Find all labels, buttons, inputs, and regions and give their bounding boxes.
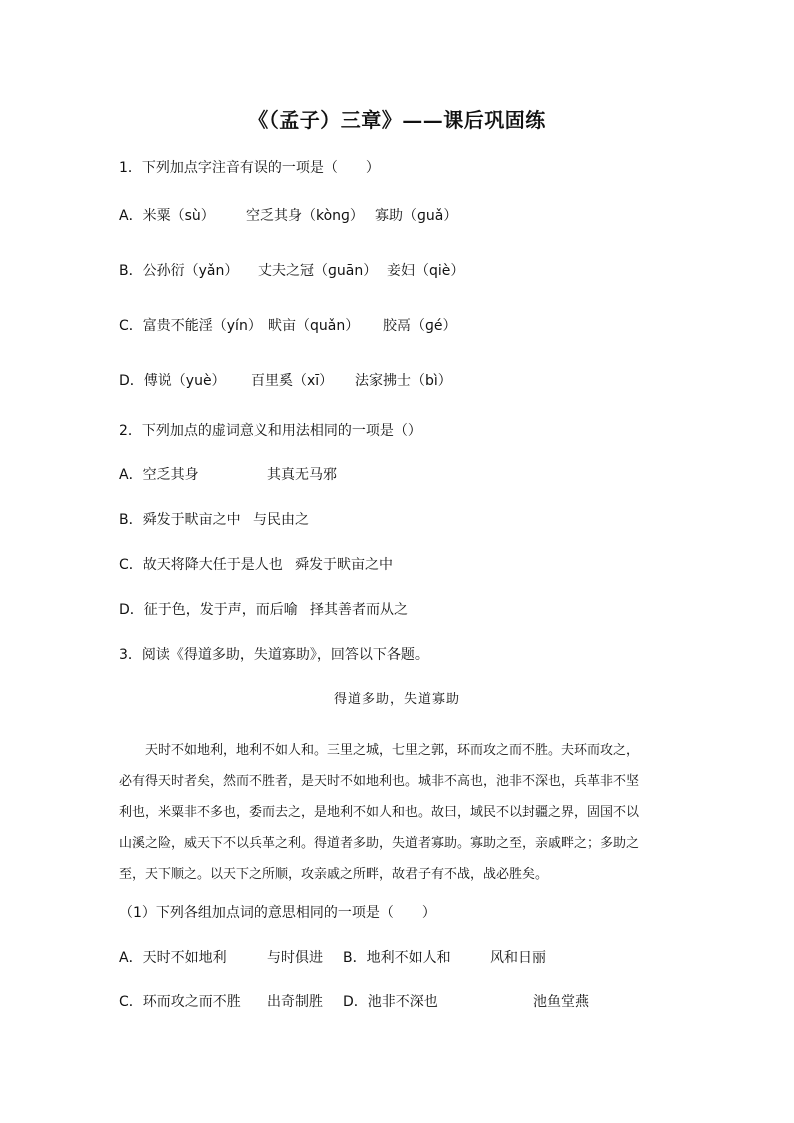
q2-option-b-item-2: 与民由之 (253, 512, 309, 528)
page-title: 《（孟子）三章》——课后巩固练 (248, 108, 546, 132)
q2-option-c-item-2: 舜发于畎亩之中 (295, 557, 393, 573)
passage-title: 得道多助，失道寡助 (333, 692, 460, 707)
passage-body (119, 735, 685, 890)
q2-option-d: D．征于色，发于声，而后喻 (119, 602, 298, 618)
q3-1-option-c: C．环而攻之而不胜 (119, 994, 241, 1010)
q1-option-b-item-2: 丈夫之冠（ɡuān） (258, 263, 378, 279)
q2-option-b: B．舜发于畎亩之中 (119, 512, 241, 528)
passage-line: 天时不如地利，地利不如人和。三里之城，七里之郭，环而攻之而不胜。夫环而攻之， (119, 743, 640, 758)
q1-option-a: A．米粟（sù） (119, 208, 215, 224)
question-3-1-stem: （1）下列各组加点词的意思相同的一项是（ ） (119, 905, 436, 921)
q3-1-option-d: D．池非不深也 (343, 994, 438, 1010)
passage-line: 利也，米粟非不多也，委而去之，是地利不如人和也。故曰，域民不以封疆之界，固国不以 (119, 805, 640, 820)
passage-line: 必有得天时者矣，然而不胜者，是天时不如地利也。城非不高也，池非不深也，兵革非不坚 (119, 774, 640, 789)
passage-line: 山溪之险，威天下不以兵革之利。得道者多助，失道者寡助。寡助之至，亲戚畔之；多助之 (119, 836, 640, 851)
passage-line: 至，天下顺之。以天下之所顺，攻亲戚之所畔，故君子有不战，战必胜矣。 (119, 867, 549, 882)
q2-option-c: C．故天将降大任于是人也 (119, 557, 283, 573)
q3-1-option-b-item-2: 风和日丽 (490, 950, 546, 966)
q1-option-b: B．公孙衍（yǎn） (119, 263, 239, 279)
q3-1-option-b: B．地利不如人和 (343, 950, 451, 966)
q1-option-c: C．富贵不能淫（yín） (119, 318, 262, 334)
q1-option-c-item-3: 胶鬲（ɡé） (383, 318, 457, 334)
q3-1-option-c-item-2: 出奇制胜 (267, 994, 323, 1010)
q2-option-d-item-2: 择其善者而从之 (310, 602, 408, 618)
q3-1-option-a-item-2: 与时俱进 (267, 950, 323, 966)
q1-option-d-item-2: 百里奚（xī） (251, 373, 334, 389)
q2-option-a: A．空乏其身 (119, 467, 199, 483)
q1-option-a-item-2: 空乏其身（kònɡ） (246, 208, 364, 224)
q1-option-a-item-3: 寡助（ɡuǎ） (375, 208, 458, 224)
q1-option-b-item-3: 妾妇（qiè） (387, 263, 465, 279)
q1-option-c-item-2: 畎亩（quǎn） (268, 318, 360, 334)
question-2-stem: 2．下列加点的虚词意义和用法相同的一项是（） (119, 423, 422, 439)
q3-1-option-d-item-2: 池鱼堂燕 (533, 994, 589, 1010)
q2-option-a-item-2: 其真无马邪 (267, 467, 337, 483)
q1-option-d: D．傅说（yuè） (119, 373, 226, 389)
q1-option-d-item-3: 法家拂士（bì） (355, 373, 452, 389)
question-3-stem: 3．阅读《得道多助，失道寡助》，回答以下各题。 (119, 647, 429, 663)
q3-1-option-a: A．天时不如地利 (119, 950, 227, 966)
question-1-stem: 1．下列加点字注音有误的一项是（ ） (119, 160, 380, 176)
